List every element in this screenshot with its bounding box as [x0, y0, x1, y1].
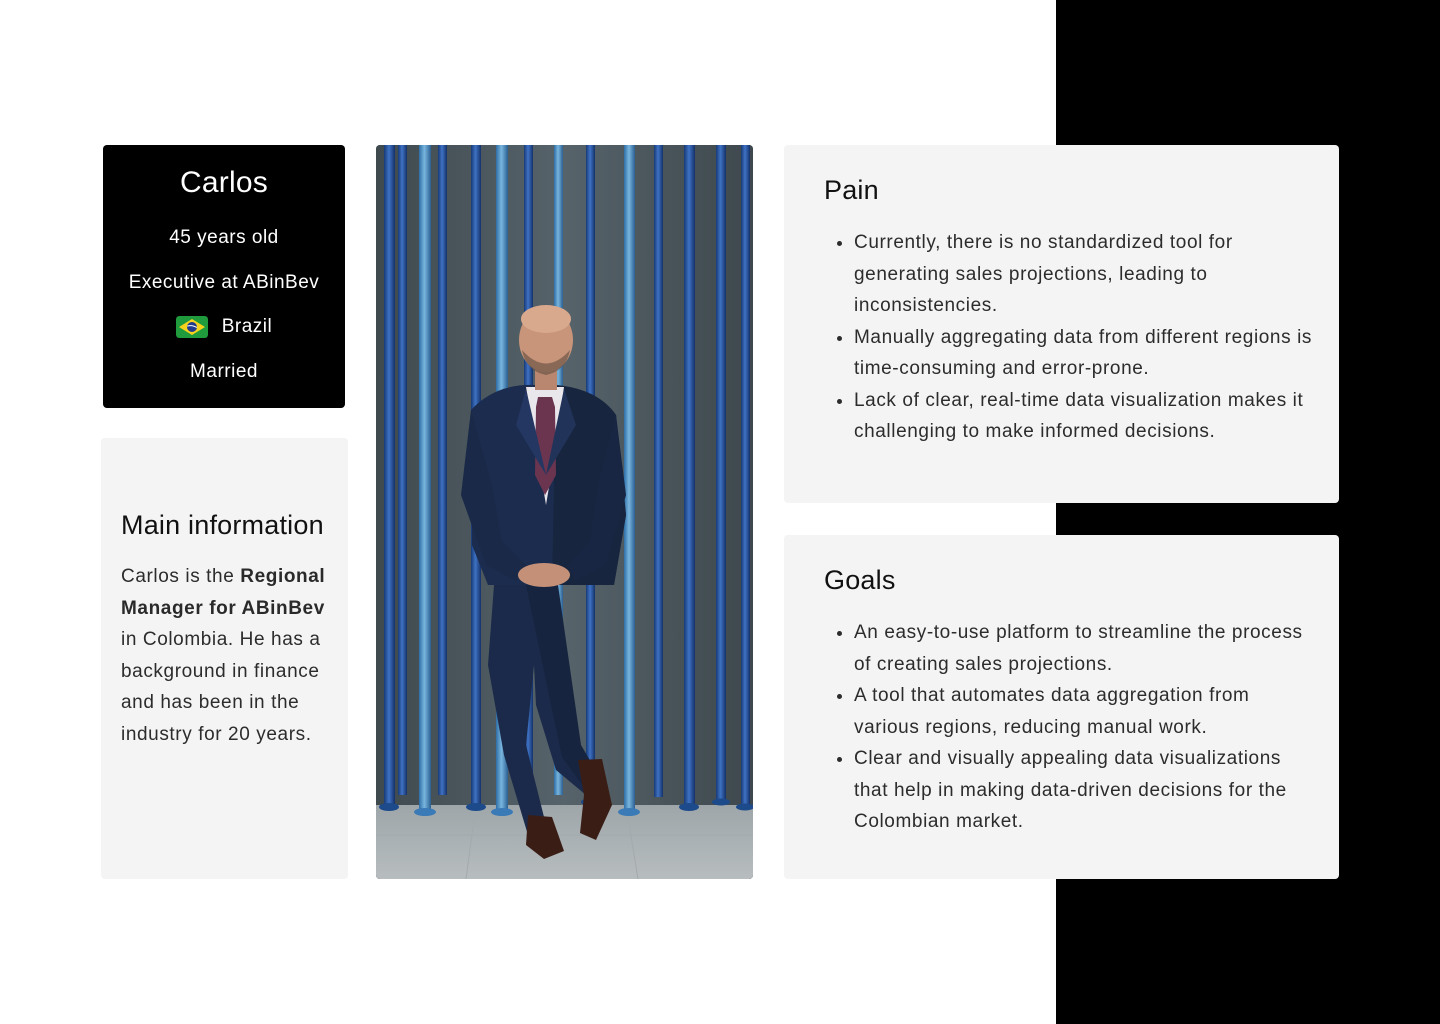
goals-title: Goals [824, 565, 896, 595]
pain-item: Currently, there is no standardized tool for generating sales projections, leading to inconsistencies. [854, 227, 1314, 322]
portrait-illustration [376, 145, 753, 879]
pain-list [854, 227, 1314, 448]
profile-card [103, 145, 345, 408]
goals-list [854, 617, 1314, 838]
profile-age: 45 years old [169, 227, 279, 248]
portrait-photo [376, 145, 753, 879]
goals-item: Clear and visually appealing data visualizations that help in making data-driven decisions for the Colombian market. [854, 743, 1314, 838]
main-information-role: Regional Manager for ABinBev [121, 566, 326, 619]
pain-title: Pain [824, 175, 879, 205]
main-information-text-start: Carlos is the [121, 566, 241, 587]
goals-item: A tool that automates data aggregation from various regions, reducing manual work. [854, 680, 1314, 743]
profile-country [176, 316, 273, 338]
main-information-text-end: in Colombia. He has a background in finance and has been in the industry for 20 years. [121, 629, 321, 745]
pain-card [784, 145, 1339, 503]
main-information-text [121, 561, 343, 750]
profile-job: Executive at ABinBev [128, 272, 320, 293]
profile-country-label: Brazil [221, 316, 273, 337]
pain-item: Lack of clear, real-time data visualization makes it challenging to make informed decisions. [854, 385, 1314, 448]
main-information-card [101, 438, 348, 879]
main-information-title: Main information [121, 510, 324, 540]
pain-item: Manually aggregating data from different regions is time-consuming and error-prone. [854, 322, 1314, 385]
profile-name: Carlos [180, 166, 268, 199]
goals-card [784, 535, 1339, 879]
profile-marital-status: Married [190, 361, 258, 382]
brazil-flag-icon [176, 316, 208, 338]
goals-item: An easy-to-use platform to streamline the process of creating sales projections. [854, 617, 1314, 680]
